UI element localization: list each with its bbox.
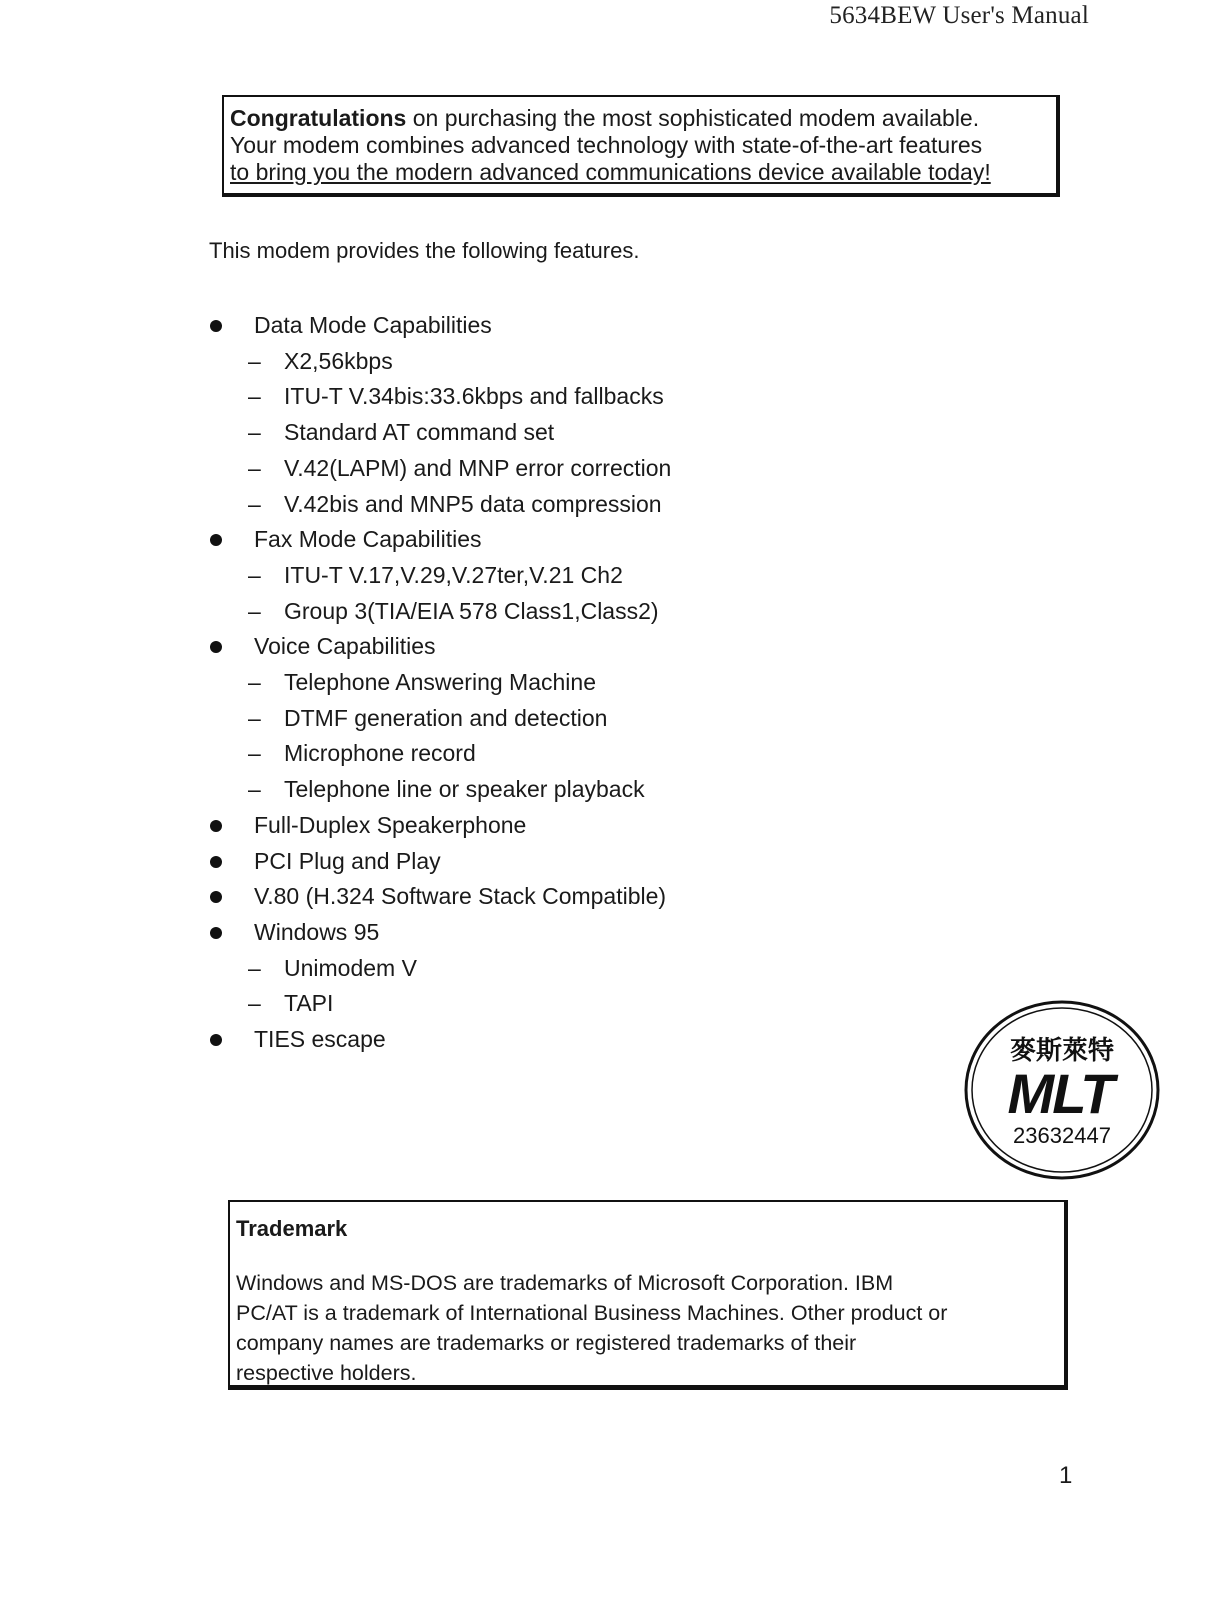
stamp-number-text: 23632447 — [1013, 1123, 1111, 1148]
features-intro: This modem provides the following features. — [209, 238, 640, 263]
feature-data-mode — [208, 308, 671, 522]
feature-label: TIES escape — [254, 1026, 386, 1053]
bullet-icon — [210, 641, 222, 653]
sub-feature-label: V.42(LAPM) and MNP error correction — [284, 454, 672, 481]
sub-feature-label: Standard AT command set — [284, 419, 555, 446]
dash-icon: – — [248, 347, 261, 374]
dash-icon: – — [248, 454, 261, 481]
feature-label: Full-Duplex Speakerphone — [254, 811, 527, 838]
sub-feature — [248, 986, 671, 1022]
feature-windows95 — [208, 915, 671, 1022]
feature-label: Windows 95 — [254, 918, 380, 945]
sub-feature-label: Group 3(TIA/EIA 578 Class1,Class2) — [284, 597, 659, 624]
congrats-line-3: to bring you the modern advanced communications device available today! — [230, 159, 991, 185]
bullet-icon — [210, 927, 222, 939]
sub-feature — [248, 415, 671, 451]
sub-feature — [248, 736, 671, 772]
feature-label: PCI Plug and Play — [254, 847, 441, 874]
sub-feature — [248, 665, 671, 701]
feature-v80 — [208, 879, 671, 915]
sub-feature — [248, 344, 671, 380]
trademark-title: Trademark — [236, 1216, 348, 1241]
stamp-chinese-text: 麥斯萊特 — [1009, 1036, 1115, 1066]
dash-icon: – — [248, 561, 261, 588]
dash-icon: – — [248, 776, 261, 803]
page-number: 1 — [1059, 1462, 1073, 1489]
sub-feature-list — [248, 344, 672, 523]
feature-voice — [208, 629, 671, 808]
bullet-icon — [210, 320, 222, 332]
sub-feature — [248, 772, 671, 808]
trademark-text — [236, 1268, 1056, 1388]
sub-feature-list — [248, 665, 671, 808]
feature-speakerphone — [208, 808, 671, 844]
trademark-line: company names are trademarks or registered trademarks of their — [236, 1331, 857, 1355]
sub-feature — [248, 451, 672, 487]
bullet-icon — [210, 534, 222, 546]
feature-pci — [208, 844, 671, 880]
congratulations-box — [222, 95, 1060, 197]
page-header: 5634BEW User's Manual — [829, 2, 1089, 29]
sub-feature-label: Unimodem V — [284, 954, 417, 981]
trademark-line: respective holders. — [236, 1361, 417, 1385]
feature-label: Data Mode Capabilities — [254, 312, 492, 338]
trademark-line: PC/AT is a trademark of International Business Machines. Other product or — [236, 1301, 948, 1325]
dash-icon: – — [248, 490, 261, 517]
bullet-icon — [210, 856, 222, 868]
bullet-icon — [210, 891, 222, 903]
sub-feature — [248, 951, 671, 987]
sub-feature-label: Telephone line or speaker playback — [284, 776, 645, 803]
sub-feature-label: V.42bis and MNP5 data compression — [284, 490, 662, 517]
congrats-lead-rest: on purchasing the most sophisticated modem available. — [406, 105, 980, 131]
feature-label: Fax Mode Capabilities — [254, 526, 482, 553]
sub-feature-label: ITU-T V.34bis:33.6kbps and fallbacks — [284, 383, 664, 410]
feature-list — [208, 308, 671, 1058]
dash-icon: – — [248, 990, 261, 1017]
feature-ties-escape — [208, 1022, 671, 1058]
sub-feature — [248, 594, 671, 630]
sub-feature — [248, 701, 671, 737]
bullet-icon — [210, 820, 222, 832]
feature-label: V.80 (H.324 Software Stack Compatible) — [254, 883, 667, 910]
sub-feature-label: Telephone Answering Machine — [284, 669, 596, 696]
sub-feature-list — [248, 951, 671, 1022]
sub-feature — [248, 487, 671, 523]
sub-feature — [248, 379, 671, 415]
dash-icon: – — [248, 740, 261, 767]
sub-feature-label: DTMF generation and detection — [284, 704, 608, 731]
dash-icon: – — [248, 704, 261, 731]
congrats-lead: Congratulations — [230, 105, 407, 131]
trademark-line: Windows and MS-DOS are trademarks of Microsoft Corporation. IBM — [236, 1271, 894, 1295]
congrats-line-2: Your modem combines advanced technology with state-of-the-art features — [230, 132, 983, 158]
feature-fax-mode — [208, 522, 671, 629]
congrats-line-1 — [230, 105, 1048, 132]
dash-icon: – — [248, 383, 261, 410]
dash-icon: – — [248, 954, 261, 981]
trademark-box — [228, 1200, 1068, 1390]
bullet-icon — [210, 1034, 222, 1046]
sub-feature-list — [248, 558, 671, 629]
company-stamp — [960, 995, 1160, 1185]
dash-icon: – — [248, 419, 261, 446]
stamp-brand-text: MLT — [1007, 1062, 1113, 1125]
sub-feature — [248, 558, 671, 594]
sub-feature-label: ITU-T V.17,V.29,V.27ter,V.21 Ch2 — [284, 561, 623, 588]
sub-feature-label: Microphone record — [284, 740, 476, 767]
feature-label: Voice Capabilities — [254, 633, 436, 660]
sub-feature-label: TAPI — [284, 990, 334, 1017]
dash-icon: – — [248, 597, 261, 624]
sub-feature-label: X2,56kbps — [284, 347, 393, 374]
dash-icon: – — [248, 669, 261, 696]
